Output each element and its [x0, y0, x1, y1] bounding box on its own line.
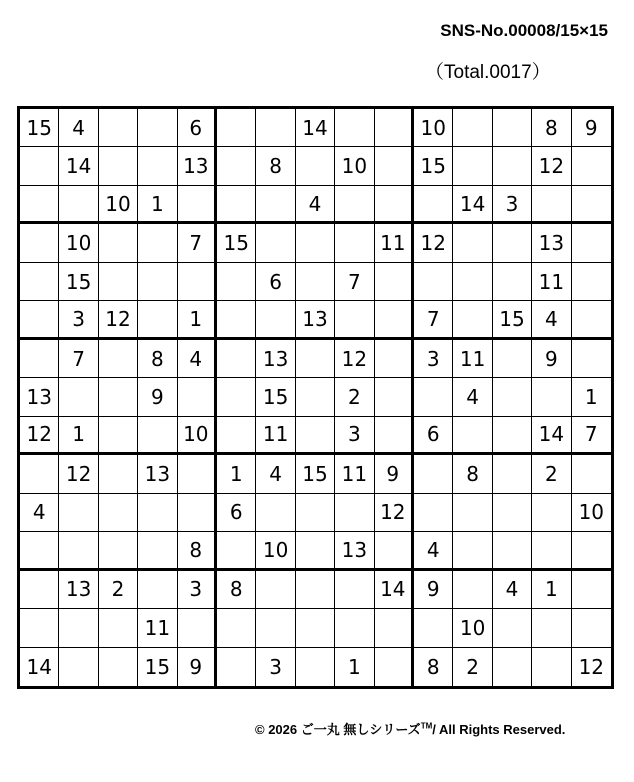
grid-cell[interactable] — [217, 301, 256, 339]
grid-cell[interactable] — [217, 109, 256, 147]
grid-cell[interactable]: 15 — [59, 263, 98, 301]
grid-cell[interactable]: 13 — [256, 340, 295, 378]
grid-cell[interactable]: 2 — [453, 648, 492, 686]
grid-cell[interactable] — [453, 532, 492, 570]
grid-cell[interactable] — [532, 494, 571, 532]
grid-cell[interactable] — [572, 224, 611, 262]
grid-cell[interactable] — [335, 301, 374, 339]
grid-cell[interactable] — [296, 340, 335, 378]
grid-cell[interactable]: 13 — [138, 455, 177, 493]
grid-cell[interactable]: 1 — [217, 455, 256, 493]
grid-cell[interactable] — [217, 340, 256, 378]
grid-cell[interactable] — [138, 301, 177, 339]
total-count: （Total.0017） — [425, 62, 551, 83]
grid-cell[interactable]: 12 — [59, 455, 98, 493]
grid-cell[interactable] — [256, 494, 295, 532]
grid-cell[interactable] — [493, 609, 532, 647]
grid-cell[interactable] — [256, 224, 295, 262]
grid-cell[interactable] — [20, 263, 59, 301]
grid-cell[interactable]: 14 — [532, 417, 571, 455]
grid-cell[interactable] — [59, 494, 98, 532]
grid-cell[interactable]: 4 — [532, 301, 571, 339]
grid-cell[interactable] — [335, 109, 374, 147]
grid-cell[interactable] — [178, 609, 217, 647]
grid-cell[interactable] — [256, 301, 295, 339]
grid-cell[interactable]: 14 — [59, 147, 98, 185]
grid-cell[interactable] — [493, 147, 532, 185]
grid-cell[interactable] — [20, 455, 59, 493]
grid-cell[interactable]: 2 — [532, 455, 571, 493]
grid-cell[interactable]: 10 — [335, 147, 374, 185]
grid-cell[interactable]: 11 — [532, 263, 571, 301]
grid-cell[interactable] — [375, 609, 414, 647]
grid-cell[interactable]: 4 — [20, 494, 59, 532]
grid-cell[interactable] — [296, 147, 335, 185]
grid-cell[interactable]: 9 — [532, 340, 571, 378]
grid-cell[interactable] — [375, 186, 414, 224]
grid-cell[interactable] — [99, 494, 138, 532]
grid-cell[interactable] — [375, 340, 414, 378]
grid-cell[interactable] — [532, 609, 571, 647]
grid-cell[interactable]: 13 — [532, 224, 571, 262]
grid-cell[interactable] — [572, 532, 611, 570]
grid-cell[interactable]: 9 — [138, 378, 177, 416]
grid-cell[interactable]: 10 — [453, 609, 492, 647]
grid-cell[interactable] — [414, 378, 453, 416]
grid-cell[interactable] — [59, 648, 98, 686]
grid-cell[interactable]: 14 — [375, 571, 414, 609]
grid-cell[interactable]: 14 — [453, 186, 492, 224]
grid-cell[interactable]: 4 — [493, 571, 532, 609]
grid-cell[interactable]: 13 — [59, 571, 98, 609]
grid-cell[interactable] — [453, 109, 492, 147]
grid-cell[interactable] — [335, 186, 374, 224]
grid-cell[interactable] — [256, 571, 295, 609]
grid-cell[interactable] — [493, 532, 532, 570]
grid-cell[interactable] — [59, 378, 98, 416]
grid-cell[interactable] — [375, 378, 414, 416]
grid-cell[interactable] — [532, 378, 571, 416]
grid-cell[interactable] — [217, 186, 256, 224]
grid-cell[interactable]: 15 — [493, 301, 532, 339]
grid-cell[interactable] — [572, 147, 611, 185]
grid-cell[interactable]: 3 — [493, 186, 532, 224]
grid-cell[interactable]: 8 — [532, 109, 571, 147]
grid-cell[interactable] — [256, 186, 295, 224]
grid-cell[interactable]: 4 — [256, 455, 295, 493]
grid-cell[interactable]: 4 — [296, 186, 335, 224]
grid-cell[interactable]: 2 — [335, 378, 374, 416]
grid-cell[interactable]: 8 — [414, 648, 453, 686]
grid-cell[interactable]: 8 — [256, 147, 295, 185]
grid-cell[interactable] — [296, 417, 335, 455]
grid-cell[interactable] — [572, 186, 611, 224]
grid-cell[interactable]: 6 — [217, 494, 256, 532]
grid-cell[interactable] — [532, 648, 571, 686]
grid-cell[interactable] — [99, 224, 138, 262]
grid-cell[interactable] — [296, 224, 335, 262]
grid-cell[interactable] — [20, 147, 59, 185]
grid-cell[interactable] — [99, 378, 138, 416]
grid-cell[interactable]: 4 — [453, 378, 492, 416]
grid-cell[interactable] — [20, 186, 59, 224]
grid-cell[interactable]: 11 — [375, 224, 414, 262]
grid-cell[interactable] — [335, 224, 374, 262]
grid-cell[interactable]: 12 — [578, 654, 605, 679]
grid-cell[interactable]: 3 — [335, 417, 374, 455]
grid-cell[interactable]: 13 — [335, 532, 374, 570]
grid-cell[interactable] — [296, 648, 335, 686]
grid-cell[interactable] — [99, 609, 138, 647]
grid-cell[interactable] — [138, 494, 177, 532]
grid-cell[interactable]: 7 — [178, 224, 217, 262]
grid-cell[interactable]: 15 — [256, 378, 295, 416]
grid-cell[interactable] — [217, 263, 256, 301]
sudoku-grid — [17, 106, 614, 689]
grid-cell[interactable]: 14 — [20, 648, 59, 686]
grid-cell[interactable] — [99, 109, 138, 147]
grid-cell[interactable] — [20, 609, 59, 647]
grid-cell[interactable] — [20, 340, 59, 378]
grid-cell[interactable]: 9 — [178, 648, 217, 686]
grid-cell[interactable]: 11 — [256, 417, 295, 455]
grid-cell[interactable]: 12 — [20, 417, 59, 455]
grid-cell[interactable]: 6 — [256, 263, 295, 301]
grid-cell[interactable]: 12 — [375, 494, 414, 532]
grid-cell[interactable]: 11 — [335, 455, 374, 493]
grid-cell[interactable] — [296, 494, 335, 532]
grid-cell[interactable] — [178, 455, 217, 493]
grid-cell[interactable] — [217, 378, 256, 416]
grid-cell[interactable] — [59, 609, 98, 647]
grid-cell[interactable]: 14 — [296, 109, 335, 147]
grid-cell[interactable] — [20, 301, 59, 339]
grid-cell[interactable]: 2 — [99, 571, 138, 609]
grid-cell[interactable] — [572, 455, 611, 493]
grid-cell[interactable]: 10 — [414, 109, 453, 147]
grid-cell[interactable]: 15 — [296, 455, 335, 493]
grid-cell[interactable]: 1 — [572, 378, 611, 416]
grid-cell[interactable] — [296, 532, 335, 570]
grid-cell[interactable]: 13 — [20, 378, 59, 416]
grid-cell[interactable] — [99, 263, 138, 301]
trademark-mark: TM — [420, 721, 433, 731]
grid-cell[interactable] — [138, 417, 177, 455]
grid-cell[interactable] — [217, 609, 256, 647]
grid-cell[interactable] — [453, 224, 492, 262]
grid-cell[interactable] — [572, 263, 611, 301]
grid-cell[interactable]: 7 — [414, 301, 453, 339]
grid-cell[interactable] — [572, 301, 611, 339]
grid-cell[interactable]: 9 — [414, 571, 453, 609]
grid-cell[interactable]: 1 — [335, 648, 374, 686]
grid-cell[interactable] — [217, 648, 256, 686]
grid-cell[interactable]: 10 — [99, 186, 138, 224]
grid-cell[interactable]: 12 — [99, 301, 138, 339]
grid-cell[interactable] — [99, 417, 138, 455]
grid-cell[interactable] — [99, 147, 138, 185]
grid-cell[interactable] — [375, 301, 414, 339]
grid-cell[interactable]: 9 — [375, 455, 414, 493]
grid-cell[interactable] — [453, 494, 492, 532]
grid-cell[interactable] — [572, 340, 611, 378]
grid-cell[interactable]: 1 — [178, 301, 217, 339]
grid-cell[interactable] — [532, 186, 571, 224]
grid-cell[interactable] — [453, 147, 492, 185]
grid-cell[interactable] — [493, 340, 532, 378]
grid-cell[interactable]: 8 — [178, 532, 217, 570]
grid-cell[interactable]: 12 — [335, 340, 374, 378]
grid-cell[interactable]: 6 — [178, 109, 217, 147]
grid-cell[interactable]: 8 — [453, 455, 492, 493]
grid-cell[interactable] — [138, 224, 177, 262]
grid-cell[interactable] — [453, 417, 492, 455]
grid-cell[interactable] — [256, 609, 295, 647]
grid-cell[interactable] — [138, 532, 177, 570]
grid-cell[interactable]: 1 — [532, 571, 571, 609]
grid-cell[interactable] — [138, 571, 177, 609]
grid-cell[interactable] — [217, 417, 256, 455]
puzzle-id: SNS-No.00008/15×15 — [440, 21, 608, 40]
grid-cell[interactable] — [375, 417, 414, 455]
grid-cell[interactable] — [335, 609, 374, 647]
grid-cell[interactable]: 7 — [572, 417, 611, 455]
grid-cell[interactable] — [20, 532, 59, 570]
grid-cell[interactable] — [572, 609, 611, 647]
grid-cell[interactable] — [256, 109, 295, 147]
grid-cell[interactable]: 15 — [138, 648, 177, 686]
grid-cell[interactable] — [178, 494, 217, 532]
grid-cell[interactable] — [99, 340, 138, 378]
grid-cell[interactable] — [493, 455, 532, 493]
grid-cell[interactable] — [453, 301, 492, 339]
grid-cell[interactable] — [178, 186, 217, 224]
grid-cell[interactable] — [375, 263, 414, 301]
grid-cell[interactable] — [59, 532, 98, 570]
grid-cell[interactable] — [453, 571, 492, 609]
grid-cell[interactable] — [217, 147, 256, 185]
grid-cell[interactable] — [414, 609, 453, 647]
grid-cell[interactable] — [99, 532, 138, 570]
grid-cell[interactable] — [375, 648, 414, 686]
grid-cell[interactable] — [296, 378, 335, 416]
grid-cell[interactable]: 10 — [256, 532, 295, 570]
grid-cell[interactable] — [493, 494, 532, 532]
grid-cell[interactable]: 12 — [532, 147, 571, 185]
grid-cell[interactable]: 8 — [217, 571, 256, 609]
copyright-notice — [255, 719, 565, 738]
grid-cell[interactable]: 8 — [138, 340, 177, 378]
grid-cell[interactable] — [414, 494, 453, 532]
grid-cell[interactable] — [296, 571, 335, 609]
grid-cell[interactable] — [178, 263, 217, 301]
grid-cell[interactable]: 10 — [178, 417, 217, 455]
grid-cell[interactable]: 15 — [20, 109, 59, 147]
grid-cell[interactable] — [217, 532, 256, 570]
grid-cell[interactable] — [296, 263, 335, 301]
grid-cell[interactable] — [20, 571, 59, 609]
grid-cell[interactable]: 3 — [414, 340, 453, 378]
grid-cell[interactable] — [453, 263, 492, 301]
grid-cell[interactable] — [493, 224, 532, 262]
grid-cell[interactable] — [335, 571, 374, 609]
grid-cell[interactable] — [375, 147, 414, 185]
grid-cell[interactable] — [532, 532, 571, 570]
grid-cell[interactable]: 4 — [414, 532, 453, 570]
grid-cell[interactable] — [414, 263, 453, 301]
grid-cell[interactable] — [138, 109, 177, 147]
grid-cell[interactable] — [493, 417, 532, 455]
grid-cell[interactable] — [414, 455, 453, 493]
grid-cell[interactable]: 1 — [59, 417, 98, 455]
grid-cell[interactable] — [375, 532, 414, 570]
grid-cell[interactable]: 10 — [59, 224, 98, 262]
grid-cell[interactable]: 15 — [217, 224, 256, 262]
grid-cell[interactable]: 11 — [138, 609, 177, 647]
grid-cell[interactable] — [138, 147, 177, 185]
grid-cell[interactable]: 3 — [256, 648, 295, 686]
grid-cell[interactable]: 1 — [138, 186, 177, 224]
grid-cell[interactable] — [375, 109, 414, 147]
grid-cell[interactable] — [414, 186, 453, 224]
grid-cell[interactable] — [296, 609, 335, 647]
grid-cell[interactable] — [335, 494, 374, 532]
grid-cell[interactable]: 7 — [59, 340, 98, 378]
grid-cell[interactable] — [493, 109, 532, 147]
grid-cell[interactable]: 3 — [178, 571, 217, 609]
grid-cell[interactable] — [572, 571, 611, 609]
grid-cell[interactable] — [99, 648, 138, 686]
grid-cell[interactable] — [493, 378, 532, 416]
grid-cell[interactable] — [493, 648, 532, 686]
grid-cell[interactable]: 9 — [572, 109, 611, 147]
grid-cell[interactable]: 15 — [414, 147, 453, 185]
grid-cell[interactable]: 13 — [178, 147, 217, 185]
grid-cell[interactable]: 7 — [335, 263, 374, 301]
grid-cell[interactable]: 10 — [572, 494, 611, 532]
grid-cell[interactable]: 11 — [453, 340, 492, 378]
grid-cell[interactable]: 13 — [296, 301, 335, 339]
grid-cell[interactable] — [138, 263, 177, 301]
grid-cell[interactable] — [178, 378, 217, 416]
grid-cell[interactable] — [20, 224, 59, 262]
copyright-text: © 2026 ご一丸 無しシリーズ — [255, 722, 421, 737]
grid-cell[interactable] — [99, 455, 138, 493]
grid-cell[interactable]: 6 — [414, 417, 453, 455]
grid-cell[interactable] — [59, 186, 98, 224]
grid-cell[interactable]: 4 — [59, 109, 98, 147]
grid-cell[interactable]: 4 — [178, 340, 217, 378]
rights-text: / All Rights Reserved. — [432, 722, 566, 737]
grid-cell[interactable]: 12 — [414, 224, 453, 262]
grid-cell[interactable]: 3 — [59, 301, 98, 339]
grid-cell[interactable] — [493, 263, 532, 301]
